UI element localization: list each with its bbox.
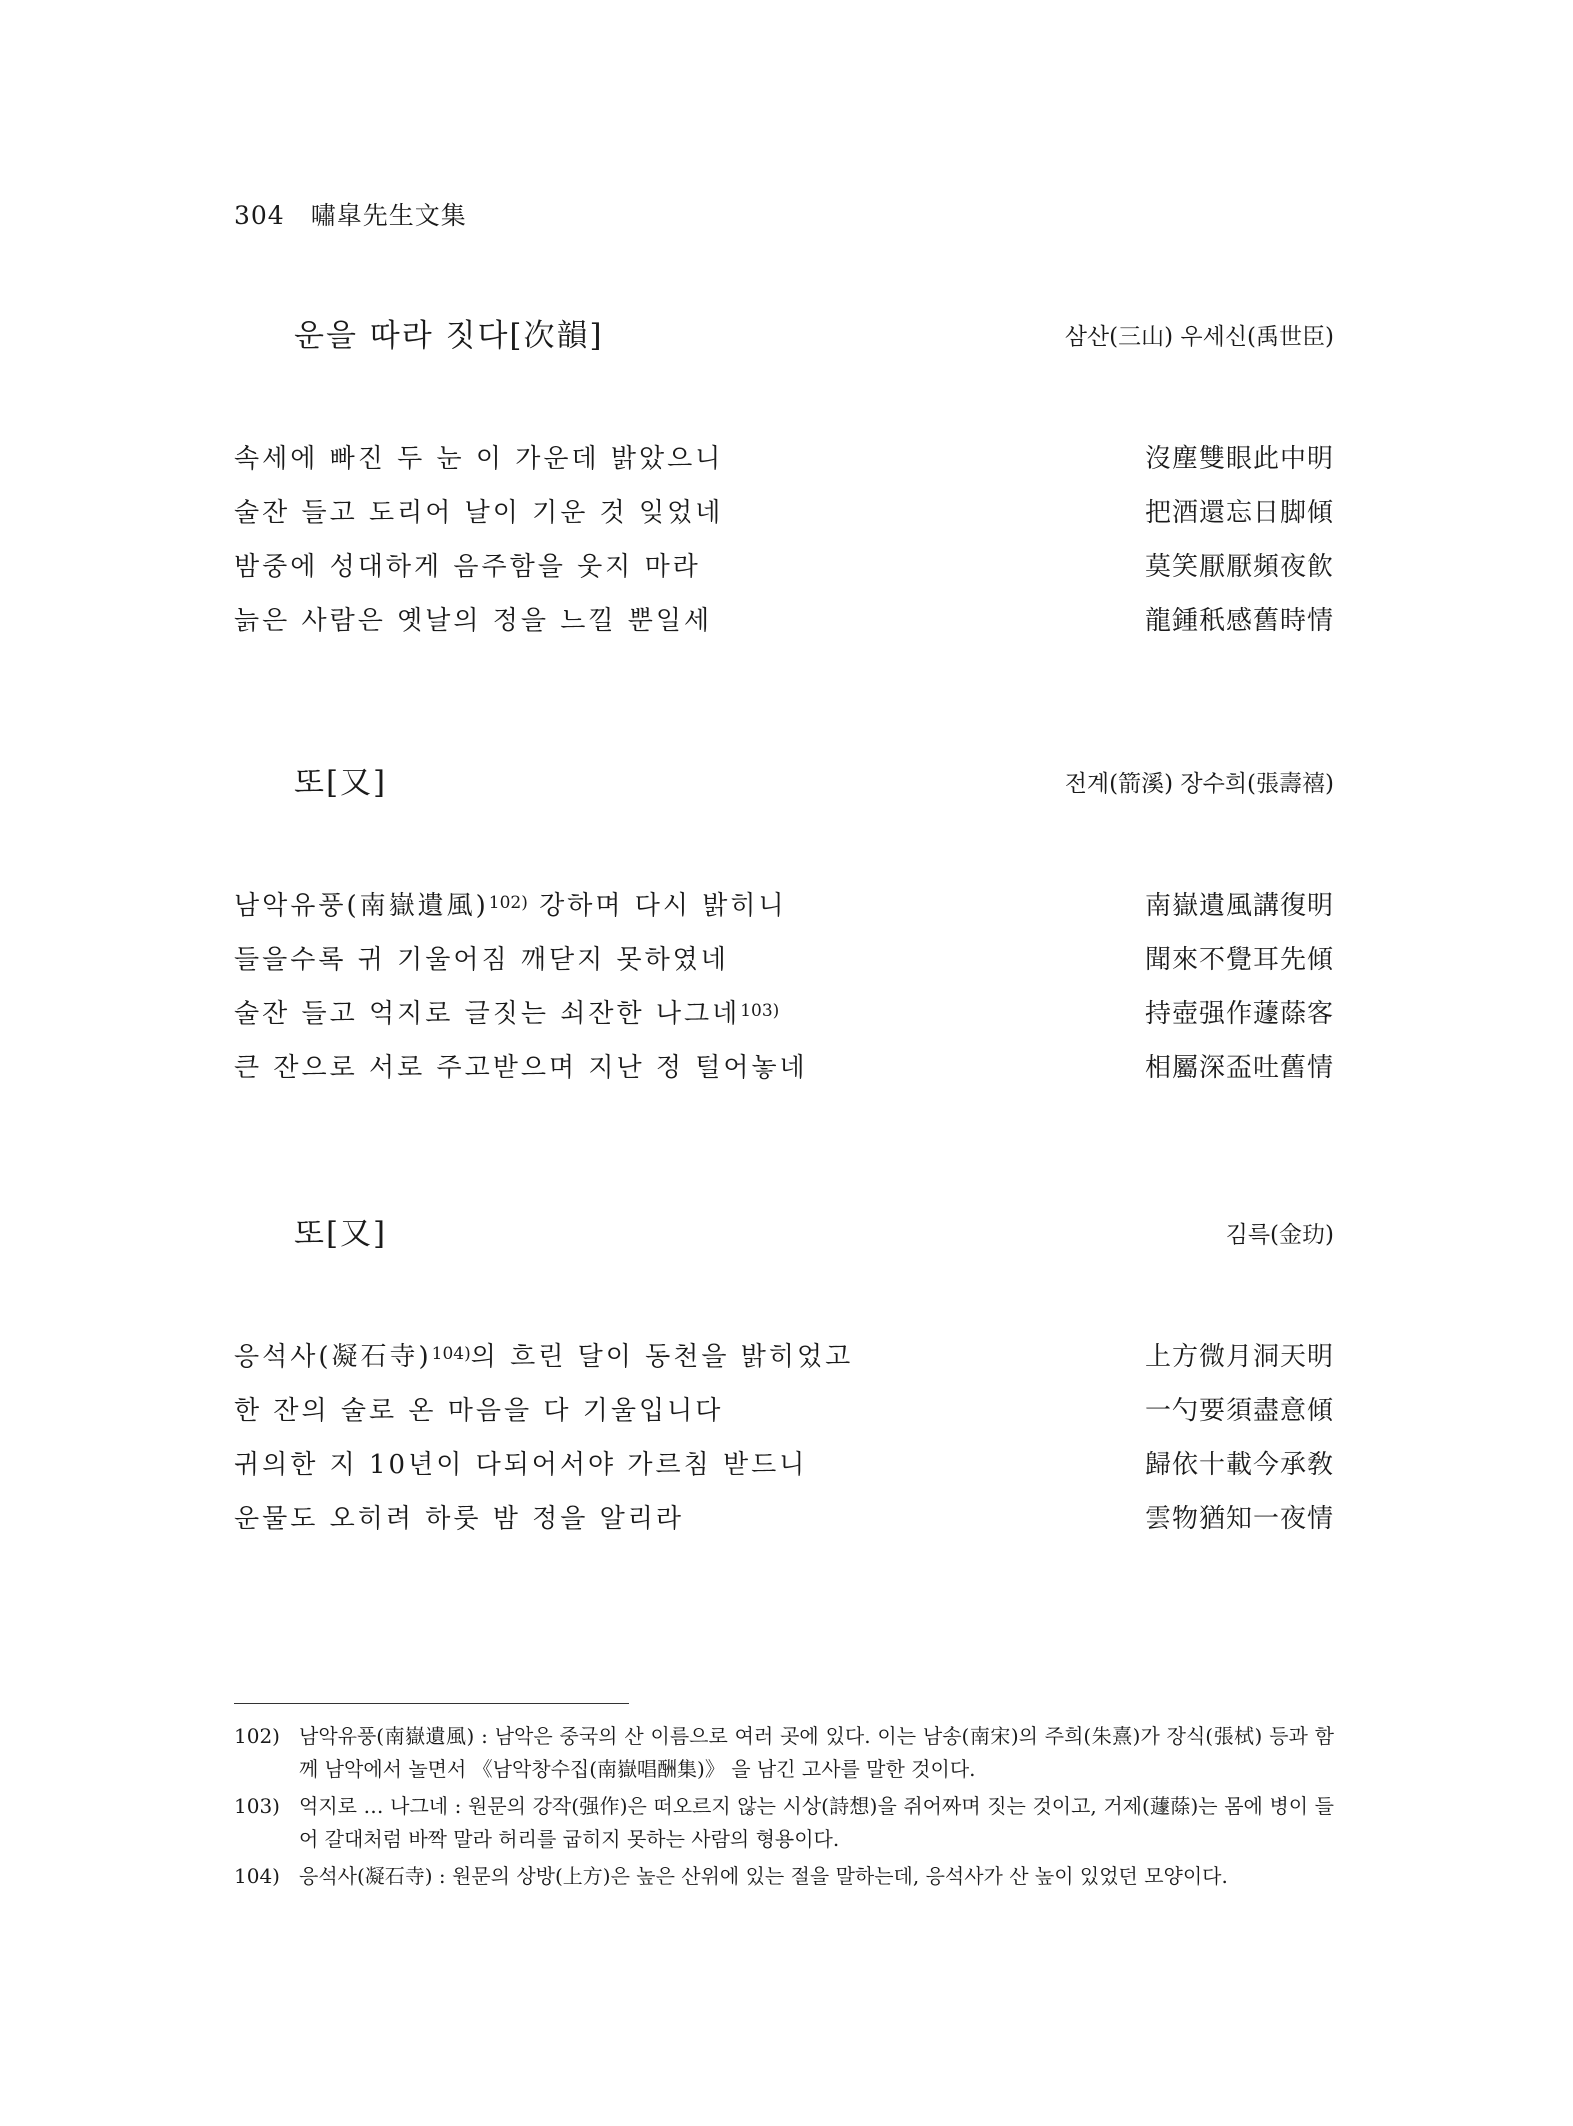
poem-line	[234, 546, 1334, 600]
poem-title: 또[又]	[294, 765, 388, 801]
korean-line: 운물도 오히려 하룻 밤 정을 알리라	[234, 1504, 684, 1534]
footnote-text: 응석사(凝石寺) : 원문의 상방(上方)은 높은 산위에 있는 절을 말하는데, 응석사가 산 높이 있었던 모양이다.	[299, 1864, 1228, 1888]
poem-line	[234, 1444, 1334, 1498]
korean-line: 밤중에 성대하게 음주함을 웃지 마라	[234, 552, 701, 582]
poem-line	[234, 492, 1334, 546]
footnote-text: 억지로 … 나그네 : 원문의 강작(强作)은 떠오르지 않는 시상(詩想)을 쥐어짜며 짓는 것이고, 거제(蘧蒢)는 몸에 병이 들어 갈대처럼 바짝 말라 허리를 굽히지 못하는 사람의 형용이다.	[299, 1794, 1334, 1851]
chinese-line: 聞來不覺耳先傾	[1144, 945, 1334, 975]
poem-line	[234, 993, 1334, 1047]
footnote-ref[interactable]: 102)	[488, 893, 528, 913]
korean-line: 늙은 사람은 옛날의 정을 느낄 뿐일세	[234, 606, 713, 636]
footnote	[234, 1790, 1334, 1856]
poem-line	[234, 1047, 1334, 1101]
footnote-ref[interactable]: 104)	[431, 1344, 471, 1364]
footnote-text: 남악유풍(南嶽遺風) : 남악은 중국의 산 이름으로 여러 곳에 있다. 이는 남송(南宋)의 주희(朱熹)가 장식(張栻) 등과 함께 남악에서 놀면서 《남악창수집(南嶽唱酬集)》 을 남긴 고사를 말한 것이다.	[299, 1724, 1334, 1781]
chinese-line: 莫笑厭厭頻夜飮	[1144, 552, 1334, 582]
chinese-line: 一勺要須盡意傾	[1144, 1396, 1334, 1426]
poem-line	[234, 1390, 1334, 1444]
chinese-line: 相屬深盃吐舊情	[1144, 1053, 1334, 1083]
poem-title: 운을 따라 짓다[次韻]	[294, 318, 604, 354]
poem-line	[234, 1336, 1334, 1390]
poem-line	[234, 1498, 1334, 1552]
korean-line: 응석사(凝石寺)$^{104)}$의 흐린 달이 동천을 밝히었고	[234, 1342, 854, 1372]
korean-line: 큰 잔으로 서로 주고받으며 지난 정 털어놓네	[234, 1053, 808, 1083]
chinese-line: 上方微月洞天明	[1144, 1342, 1334, 1372]
chinese-line: 龍鍾秖感舊時情	[1144, 606, 1334, 636]
korean-line: 귀의한 지 10년이 다되어서야 가르침 받드니	[234, 1450, 808, 1480]
poem-title: 또[又]	[294, 1216, 388, 1252]
poem-line	[234, 600, 1334, 654]
footnote-number: 102)	[234, 1724, 280, 1748]
poem-3	[234, 1208, 1334, 1552]
footnote	[234, 1860, 1334, 1893]
footnote	[234, 1720, 1334, 1786]
poem-line	[234, 438, 1334, 492]
book-title: 嘯皐先生文集	[310, 201, 467, 230]
poem-author: 삼산(三山) 우세신(禹世臣)	[1064, 324, 1334, 350]
chinese-line: 歸依十載今承敎	[1144, 1450, 1334, 1480]
korean-line: 한 잔의 술로 온 마음을 다 기울입니다	[234, 1396, 724, 1426]
poem-1	[234, 310, 1334, 654]
running-header	[234, 196, 467, 232]
footnote-number: 103)	[234, 1794, 280, 1818]
korean-line: 남악유풍(南嶽遺風)$^{102)}$ 강하며 다시 밝히니	[234, 891, 787, 921]
korean-line: 술잔 들고 억지로 글짓는 쇠잔한 나그네$^{103)}$	[234, 999, 780, 1029]
footnotes	[234, 1720, 1334, 1897]
poem-author: 전계(箭溪) 장수희(張壽禧)	[1064, 771, 1334, 797]
poem-author: 김륵(金玏)	[1225, 1222, 1334, 1248]
chinese-line: 把酒還忘日脚傾	[1144, 498, 1334, 528]
poem-line	[234, 885, 1334, 939]
chinese-line: 持壺强作蘧蒢客	[1144, 999, 1334, 1029]
footnote-ref[interactable]: 103)	[740, 1001, 780, 1021]
chinese-line: 雲物猶知一夜情	[1144, 1504, 1334, 1534]
footnote-number: 104)	[234, 1864, 280, 1888]
page-number: 304	[234, 201, 285, 230]
chinese-line: 南嶽遺風講復明	[1144, 891, 1334, 921]
chinese-line: 沒塵雙眼此中明	[1144, 444, 1334, 474]
korean-line: 술잔 들고 도리어 날이 기운 것 잊었네	[234, 498, 724, 528]
footnote-divider	[234, 1703, 629, 1704]
poem-line	[234, 939, 1334, 993]
korean-line: 들을수록 귀 기울어짐 깨닫지 못하였네	[234, 945, 729, 975]
poem-2	[234, 757, 1334, 1101]
korean-line: 속세에 빠진 두 눈 이 가운데 밝았으니	[234, 444, 724, 474]
